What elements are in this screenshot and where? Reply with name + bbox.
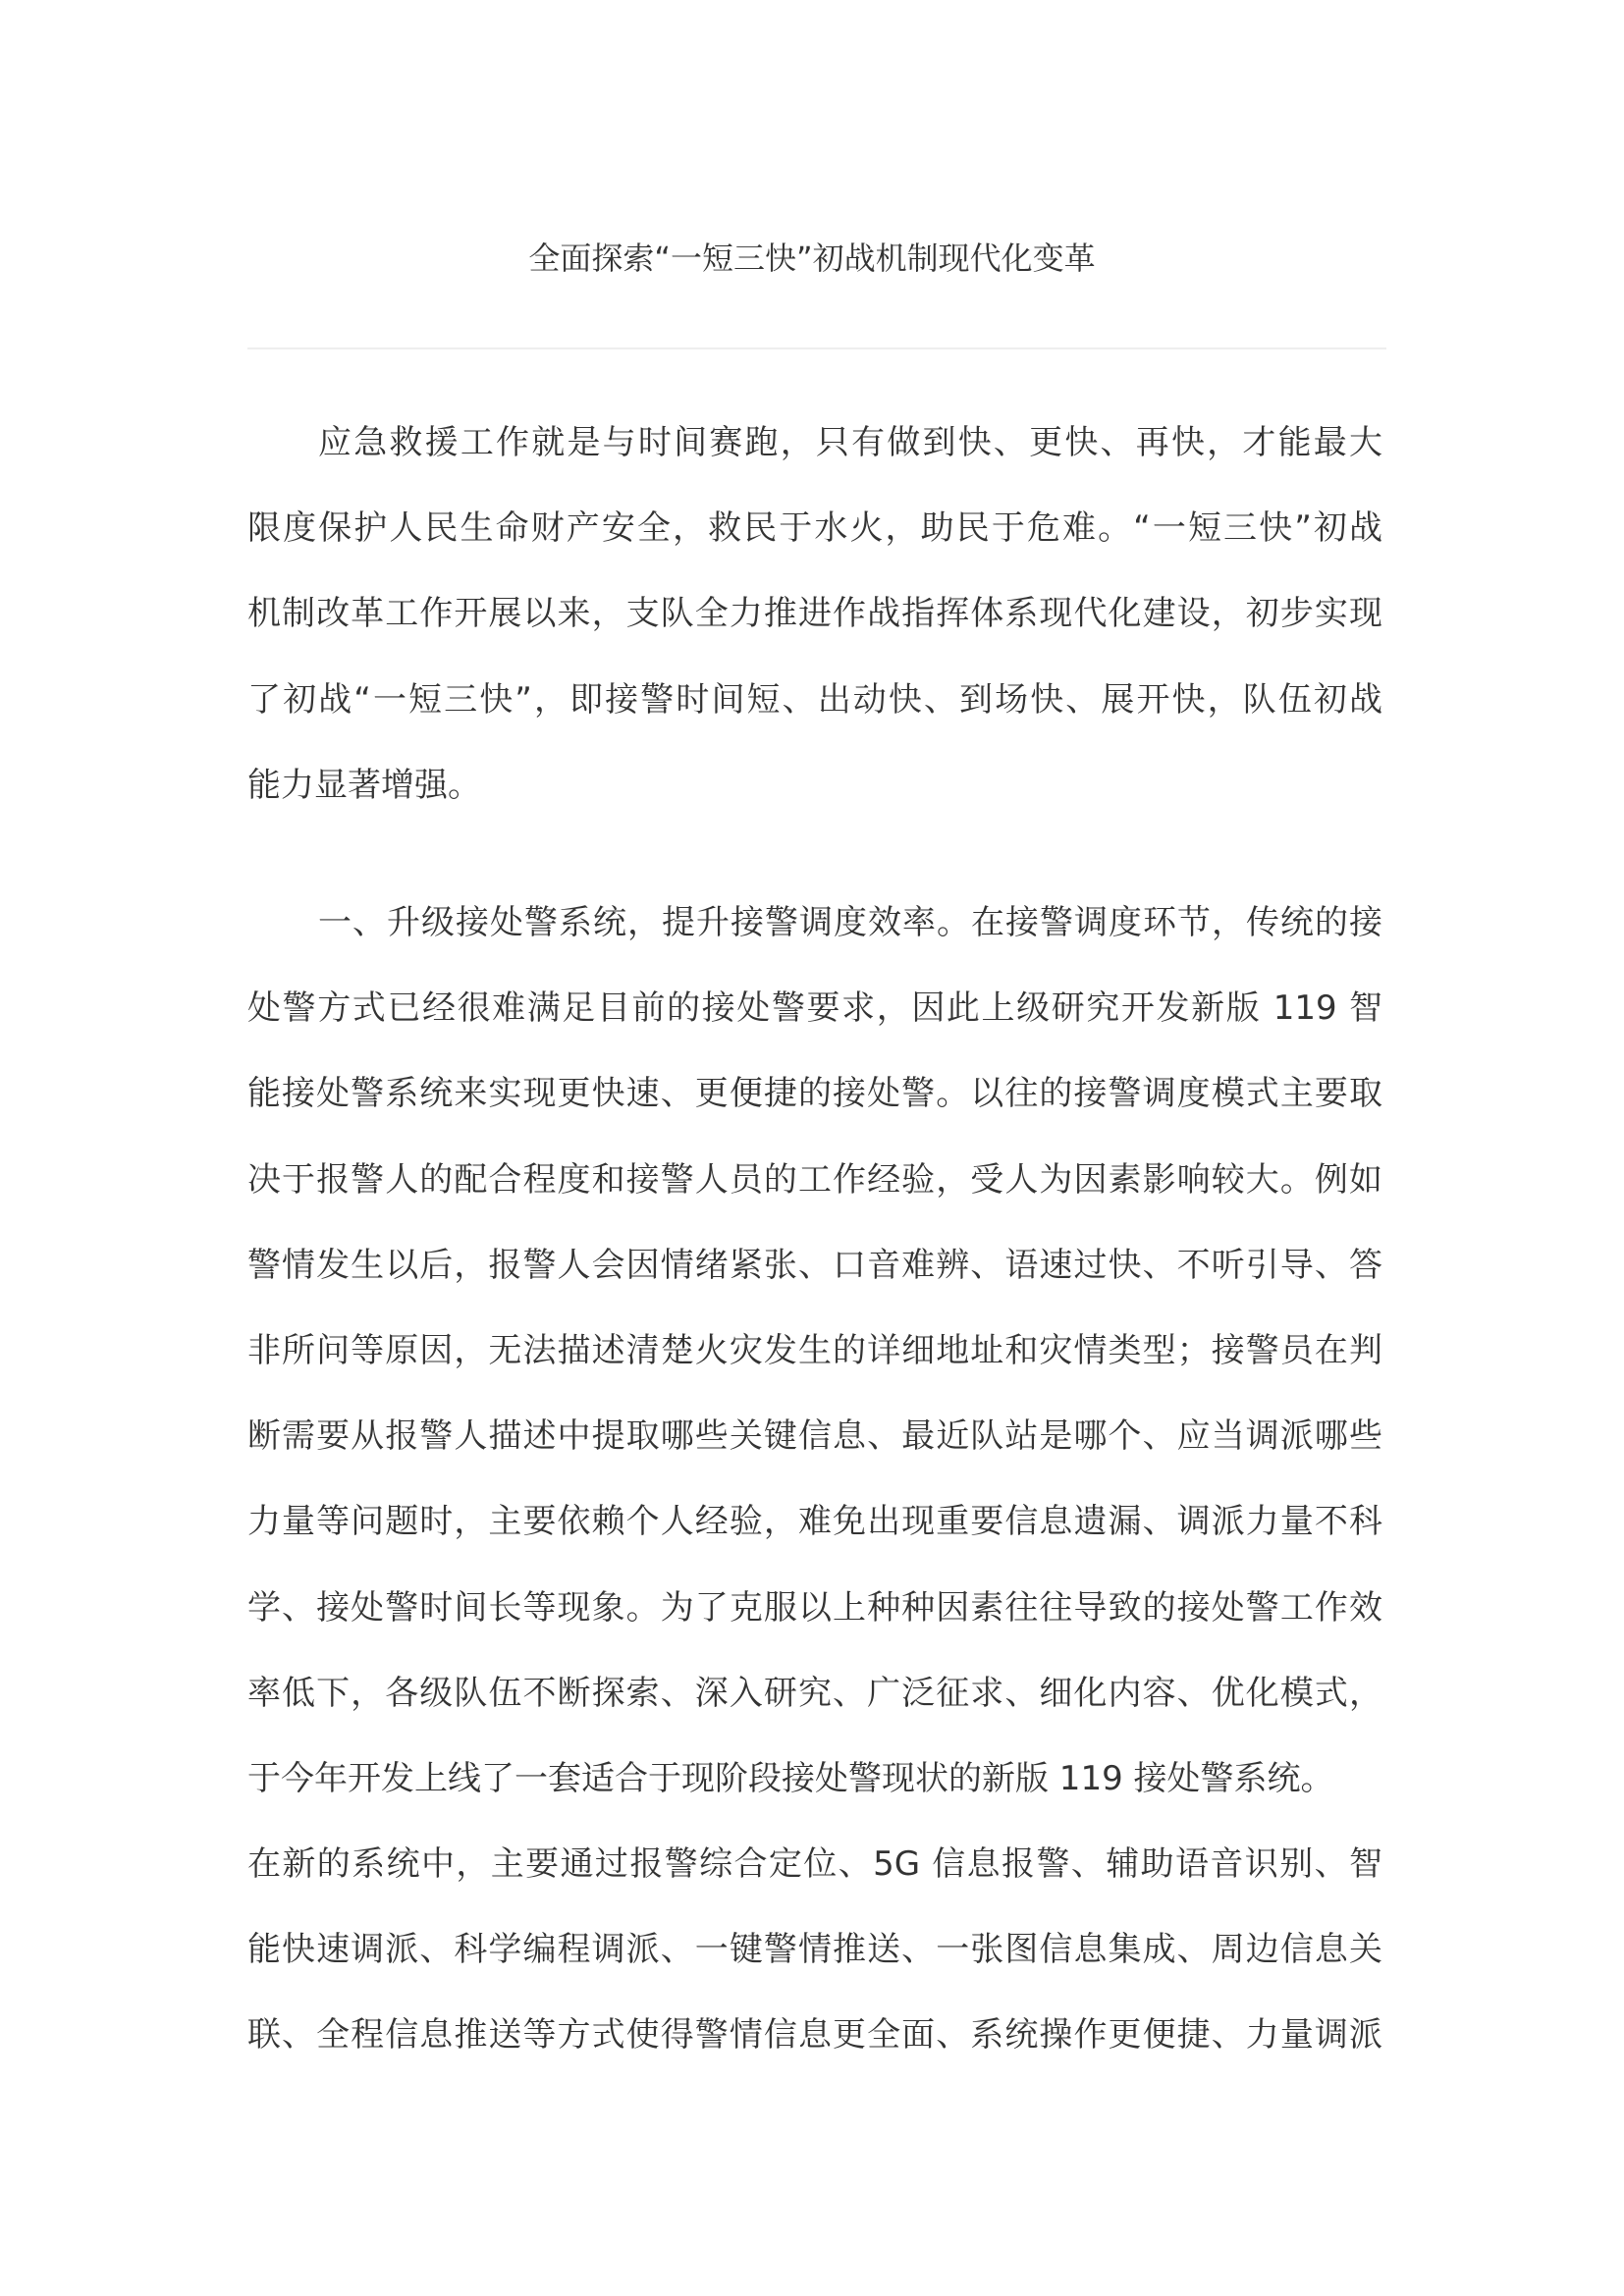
text-line: 非所问等原因，无法描述清楚火灾发生的详细地址和灾情类型；接警员在判 xyxy=(247,1330,1382,1370)
text-line: 能快速调派、科学编程调派、一键警情推送、一张图信息集成、周边信息关 xyxy=(247,1930,1382,1970)
text-line: 力量等问题时，主要依赖个人经验，难免出现重要信息遗漏、调派力量不科 xyxy=(247,1502,1382,1542)
document-title: 全面探索“一短三快”初战机制现代化变革 xyxy=(528,240,1096,277)
text-line: 一、升级接处警系统，提升接警调度效率。在接警调度环节，传统的接 xyxy=(318,903,1382,942)
text-line: 学、接处警时间长等现象。为了克服以上种种因素往往导致的接处警工作效 xyxy=(247,1587,1382,1628)
text-line: 机制改革工作开展以来，支队全力推进作战指挥体系现代化建设，初步实现 xyxy=(247,594,1382,634)
text-line: 决于报警人的配合程度和接警人员的工作经验，受人为因素影响较大。例如 xyxy=(247,1159,1382,1200)
text-line: 处警方式已经很难满足目前的接处警要求，因此上级研究开发新版 119 智 xyxy=(247,988,1382,1029)
title-divider xyxy=(247,347,1386,349)
text-line: 在新的系统中，主要通过报警综合定位、5G 信息报警、辅助语音识别、智 xyxy=(247,1844,1382,1885)
text-line: 警情发生以后，报警人会因情绪紧张、口音难辨、语速过快、不听引导、答 xyxy=(247,1245,1382,1285)
text-line: 应急救援工作就是与时间赛跑，只有做到快、更快、再快，才能最大 xyxy=(318,423,1382,462)
text-line: 联、全程信息推送等方式使得警情信息更全面、系统操作更便捷、力量调派 xyxy=(247,2015,1382,2056)
paragraph-intro xyxy=(247,400,1382,828)
text-line: 能力显著增强。 xyxy=(247,765,481,805)
text-line: 于今年开发上线了一套适合于现阶段接处警现状的新版 119 接处警系统。 xyxy=(247,1758,1334,1798)
text-line: 了初战“一短三快”，即接警时间短、出动快、到场快、展开快，队伍初战 xyxy=(247,679,1382,720)
text-line: 限度保护人民生命财产安全，救民于水火，助民于危难。“一短三快”初战 xyxy=(247,508,1382,549)
paragraph-section-1 xyxy=(247,881,1382,2079)
text-line: 率低下，各级队伍不断探索、深入研究、广泛征求、细化内容、优化模式， xyxy=(247,1673,1382,1713)
text-line: 能接处警系统来实现更快速、更便捷的接处警。以往的接警调度模式主要取 xyxy=(247,1074,1382,1114)
text-line: 断需要从报警人描述中提取哪些关键信息、最近队站是哪个、应当调派哪些 xyxy=(247,1416,1382,1457)
